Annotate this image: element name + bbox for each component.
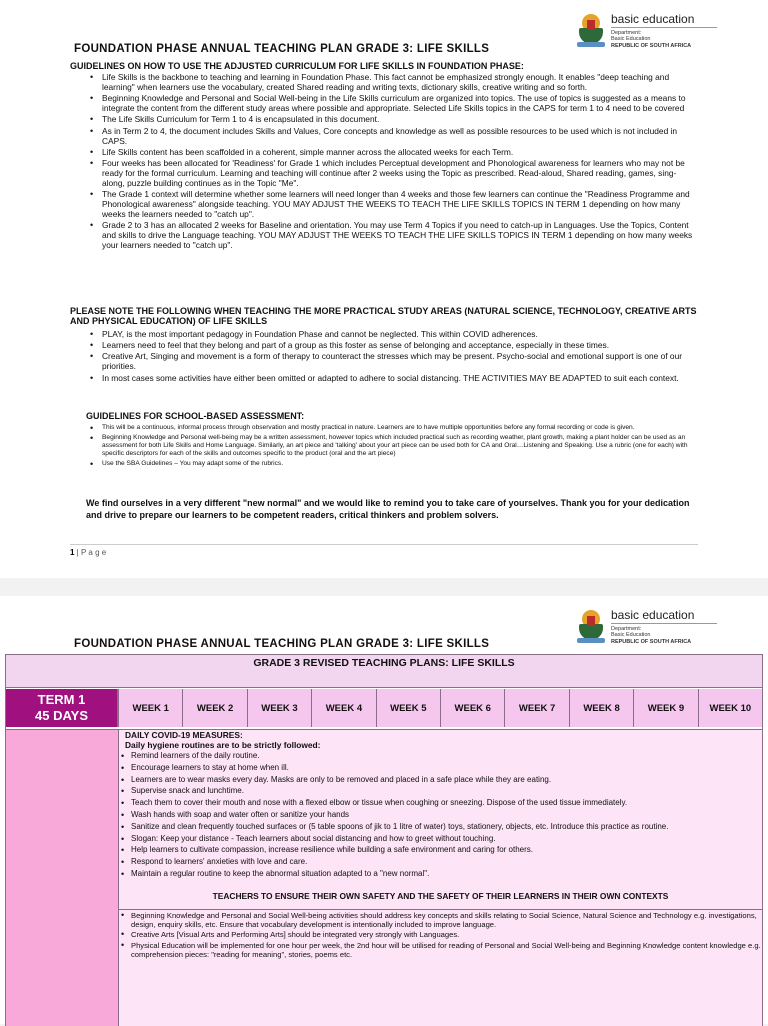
term-label: TERM 1	[37, 692, 86, 707]
term-header	[6, 689, 118, 727]
page-label: | P a g e	[74, 548, 107, 557]
dbe-logo	[576, 608, 717, 646]
week-header: WEEK 8	[569, 689, 633, 727]
list-item: • Beginning Knowledge and Personal and Social Well-being in the Life Skills curriculum are organized into topics. The use of topics is suggested as a means to integrate the content from the different study areas where possible and appropriate. Selected Life Skills topics in the CAPS for term 1 to 4 need to be covered	[86, 93, 698, 113]
list-item: • Creative Arts [Visual Arts and Performing Arts] should be integrated very strongly with Languages.	[119, 930, 762, 939]
table-title: GRADE 3 REVISED TEACHING PLANS: LIFE SKILLS	[6, 655, 762, 688]
list-item: • Supervise snack and lunchtime.	[119, 786, 762, 796]
logo-line2: Basic Education	[611, 632, 651, 639]
list-item: • Beginning Knowledge and Personal well-being may be a written assessment, however topics which included practical such as recording weather, plant growth, making a plant holder can be used as an assessment for both Life Skills and Home Language. Similarly, an art piece and 'talking' about your art piece can be used both for CA and Oral…Listening and Speaking. Use a rubric (one for each) with specific descriptors for each of the skills and outcomes specific to the product (oral and the art piece)	[86, 434, 698, 459]
list-item: • Teach them to cover their mouth and nose with a flexed elbow or tissue when coughing or sneezing. Dispose of the used tissue immediately.	[119, 798, 762, 808]
list-item: • The Life Skills Curriculum for Term 1 to 4 is encapsulated in this document.	[86, 114, 698, 124]
covid-heading: DAILY COVID-19 MEASURES:	[125, 730, 243, 740]
integration-list	[119, 911, 762, 959]
hygiene-heading: Daily hygiene routines are to be strictly followed:	[125, 740, 321, 750]
coat-of-arms-icon	[576, 608, 606, 646]
logo-line2: Basic Education	[611, 36, 651, 43]
week-header: WEEK 9	[633, 689, 697, 727]
list-item: • Maintain a regular routine to keep the abnormal situation adapted to a "new normal".	[119, 869, 762, 879]
document-title: FOUNDATION PHASE ANNUAL TEACHING PLAN GRADE 3: LIFE SKILLS	[74, 638, 490, 650]
list-item: • PLAY, is the most important pedagogy in Foundation Phase and cannot be neglected. This within COVID adherences.	[86, 329, 698, 339]
list-item: • This will be a continuous, informal process through observation and mostly practical in nature. Learners are to have multiple opportunities before any formal recording or code is given.	[86, 424, 698, 432]
sba-heading: GUIDELINES FOR SCHOOL-BASED ASSESSMENT:	[86, 411, 305, 421]
week-header: WEEK 3	[247, 689, 311, 727]
week-header: WEEK 5	[376, 689, 440, 727]
logo-name: basic education	[611, 11, 695, 26]
notes-list	[86, 329, 698, 384]
list-item: • The Grade 1 context will determine whether some learners will need longer than 4 weeks and those few learners can continue the "Readiness Programme and Phonological awareness" alongside teaching. YOU MAY ADJUST THE WEEKS TO TEACH THE LIFE SKILLS TOPICS IN TERM 1 depending on how many weeks the learners needed to "catch up".	[86, 189, 698, 219]
logo-line3: REPUBLIC OF SOUTH AFRICA	[611, 638, 692, 645]
week-header: WEEK 7	[504, 689, 568, 727]
dbe-logo	[576, 12, 717, 50]
measures-list	[119, 751, 762, 879]
list-item: • Life Skills is the backbone to teaching and learning in Foundation Phase. This fact cannot be emphasized strongly enough. It enables "deep teaching and learning" when learners use the vocabulary, created Shared reading and writing texts, dictionary skills, creative writing and so forth.	[86, 72, 698, 92]
logo-name: basic education	[611, 607, 695, 622]
list-item: • Sanitize and clean frequently touched surfaces or (5 table spoons of jik to 1 litre of water) toys, stationery, objects, etc. Introduce this practice as routine.	[119, 822, 762, 832]
page-footer	[70, 548, 106, 557]
list-item: • Remind learners of the daily routine.	[119, 751, 762, 761]
row-label-cell	[6, 729, 119, 1026]
closing-message: We find ourselves in a very different "new normal" and we would like to remind you to take care of yourselves. Thank you for your dedication and drive to prepare our learners to be competent readers, critical thinkers and problem solvers.	[86, 498, 690, 520]
week-header: WEEK 4	[311, 689, 375, 727]
term-days: 45 DAYS	[35, 708, 88, 723]
cell-divider	[119, 909, 762, 910]
week-header: WEEK 10	[698, 689, 762, 727]
footer-divider	[70, 544, 698, 545]
logo-line3: REPUBLIC OF SOUTH AFRICA	[611, 42, 692, 49]
page-number: 1	[70, 548, 75, 557]
list-item: • Encourage learners to stay at home when ill.	[119, 763, 762, 773]
teaching-plan-table	[5, 654, 763, 1026]
teachers-safety-note: TEACHERS TO ENSURE THEIR OWN SAFETY AND THE SAFETY OF THEIR LEARNERS IN THEIR OWN CONTEXTS	[212, 890, 669, 901]
coat-of-arms-icon	[576, 12, 606, 50]
list-item: • Four weeks has been allocated for 'Readiness' for Grade 1 which includes Perceptual development and Phonological awareness for learners who may not be ready for the formal curriculum. Learning and teaching will continue after 2 weeks using the Topic as prescribed. Read-aloud, Shared reading, games, sing-along, puzzle building continues as in the Topic "Me".	[86, 158, 698, 188]
list-item: • Learners are to wear masks every day. Masks are only to be removed and placed in a safe place while they are eating.	[119, 775, 762, 785]
logo-line1: Department:	[611, 29, 642, 36]
document-title: FOUNDATION PHASE ANNUAL TEACHING PLAN GRADE 3: LIFE SKILLS	[74, 43, 490, 55]
list-item: • Learners need to feel that they belong and part of a group as this foster as sense of belonging and acceptance, especially in these times.	[86, 340, 698, 350]
guidelines-heading: GUIDELINES ON HOW TO USE THE ADJUSTED CURRICULUM FOR LIFE SKILLS IN FOUNDATION PHASE:	[70, 61, 524, 71]
week-header: WEEK 2	[182, 689, 246, 727]
list-item: • In most cases some activities have either been omitted or adapted to adhere to social distancing. THE ACTIVITIES MAY BE ADAPTED to suit each context.	[86, 373, 698, 383]
list-item: • Physical Education will be implemented for one hour per week, the 2nd hour will be utilised for reading of Personal and Social Well-being and Beginning Knowledge content knowledge e.g. comprehension pieces: "reading for meaning", stories, poems etc.	[119, 941, 762, 959]
list-item: • As in Term 2 to 4, the document includes Skills and Values, Core concepts and knowledge as well as possible resources to be used which is not included in CAPS.	[86, 126, 698, 146]
document-page-2	[0, 596, 768, 1024]
list-item: • Beginning Knowledge and Personal and Social Well-being activities should address key concepts and skills relating to Social Science, Natural Science and Technology e.g. investigations, design, enquiry skills, etc. Ensure that vocabulary development is intentionally included to improve language.	[119, 911, 762, 929]
week-header: WEEK 1	[118, 689, 182, 727]
list-item: • Life Skills content has been scaffolded in a coherent, simple manner across the allocated weeks for each Term.	[86, 147, 698, 157]
sba-list	[86, 424, 698, 470]
list-item: • Respond to learners' anxieties with love and care.	[119, 857, 762, 867]
list-item: • Grade 2 to 3 has an allocated 2 weeks for Baseline and orientation. You may use Term 4 Topics if you need to catch-up in Languages. Use the Topics, Content and skills to drive the Language teaching. YOU MAY ADJUST THE WEEKS TO TEACH THE LIFE SKILLS TOPICS IN TERM 1 depending on how many weeks your learners needed to "catch up".	[86, 220, 698, 250]
list-item: • Help learners to cultivate compassion, increase resilience while building a safe environment and caring for others.	[119, 845, 762, 855]
list-item: • Wash hands with soap and water often or sanitize your hands	[119, 810, 762, 820]
week-header-row	[118, 689, 762, 727]
logo-line1: Department:	[611, 625, 642, 632]
list-item: • Creative Art, Singing and movement is a form of therapy to counteract the stresses which may be present. Psycho-social and emotional support is one of our priorities.	[86, 351, 698, 371]
guidelines-list	[86, 72, 698, 252]
week-header: WEEK 6	[440, 689, 504, 727]
note-heading: PLEASE NOTE THE FOLLOWING WHEN TEACHING THE MORE PRACTICAL STUDY AREAS (NATURAL SCIENCE, TECHNOLOGY, CREATIVE ARTS AND PHYSICAL EDUCATION) OF LIFE SKILLS	[70, 306, 697, 326]
list-item: • Slogan: Keep your distance - Teach learners about social distancing and how to greet without touching.	[119, 834, 762, 844]
list-item: • Use the SBA Guidelines – You may adapt some of the rubrics.	[86, 460, 698, 468]
covid-measures-cell	[119, 729, 762, 1026]
